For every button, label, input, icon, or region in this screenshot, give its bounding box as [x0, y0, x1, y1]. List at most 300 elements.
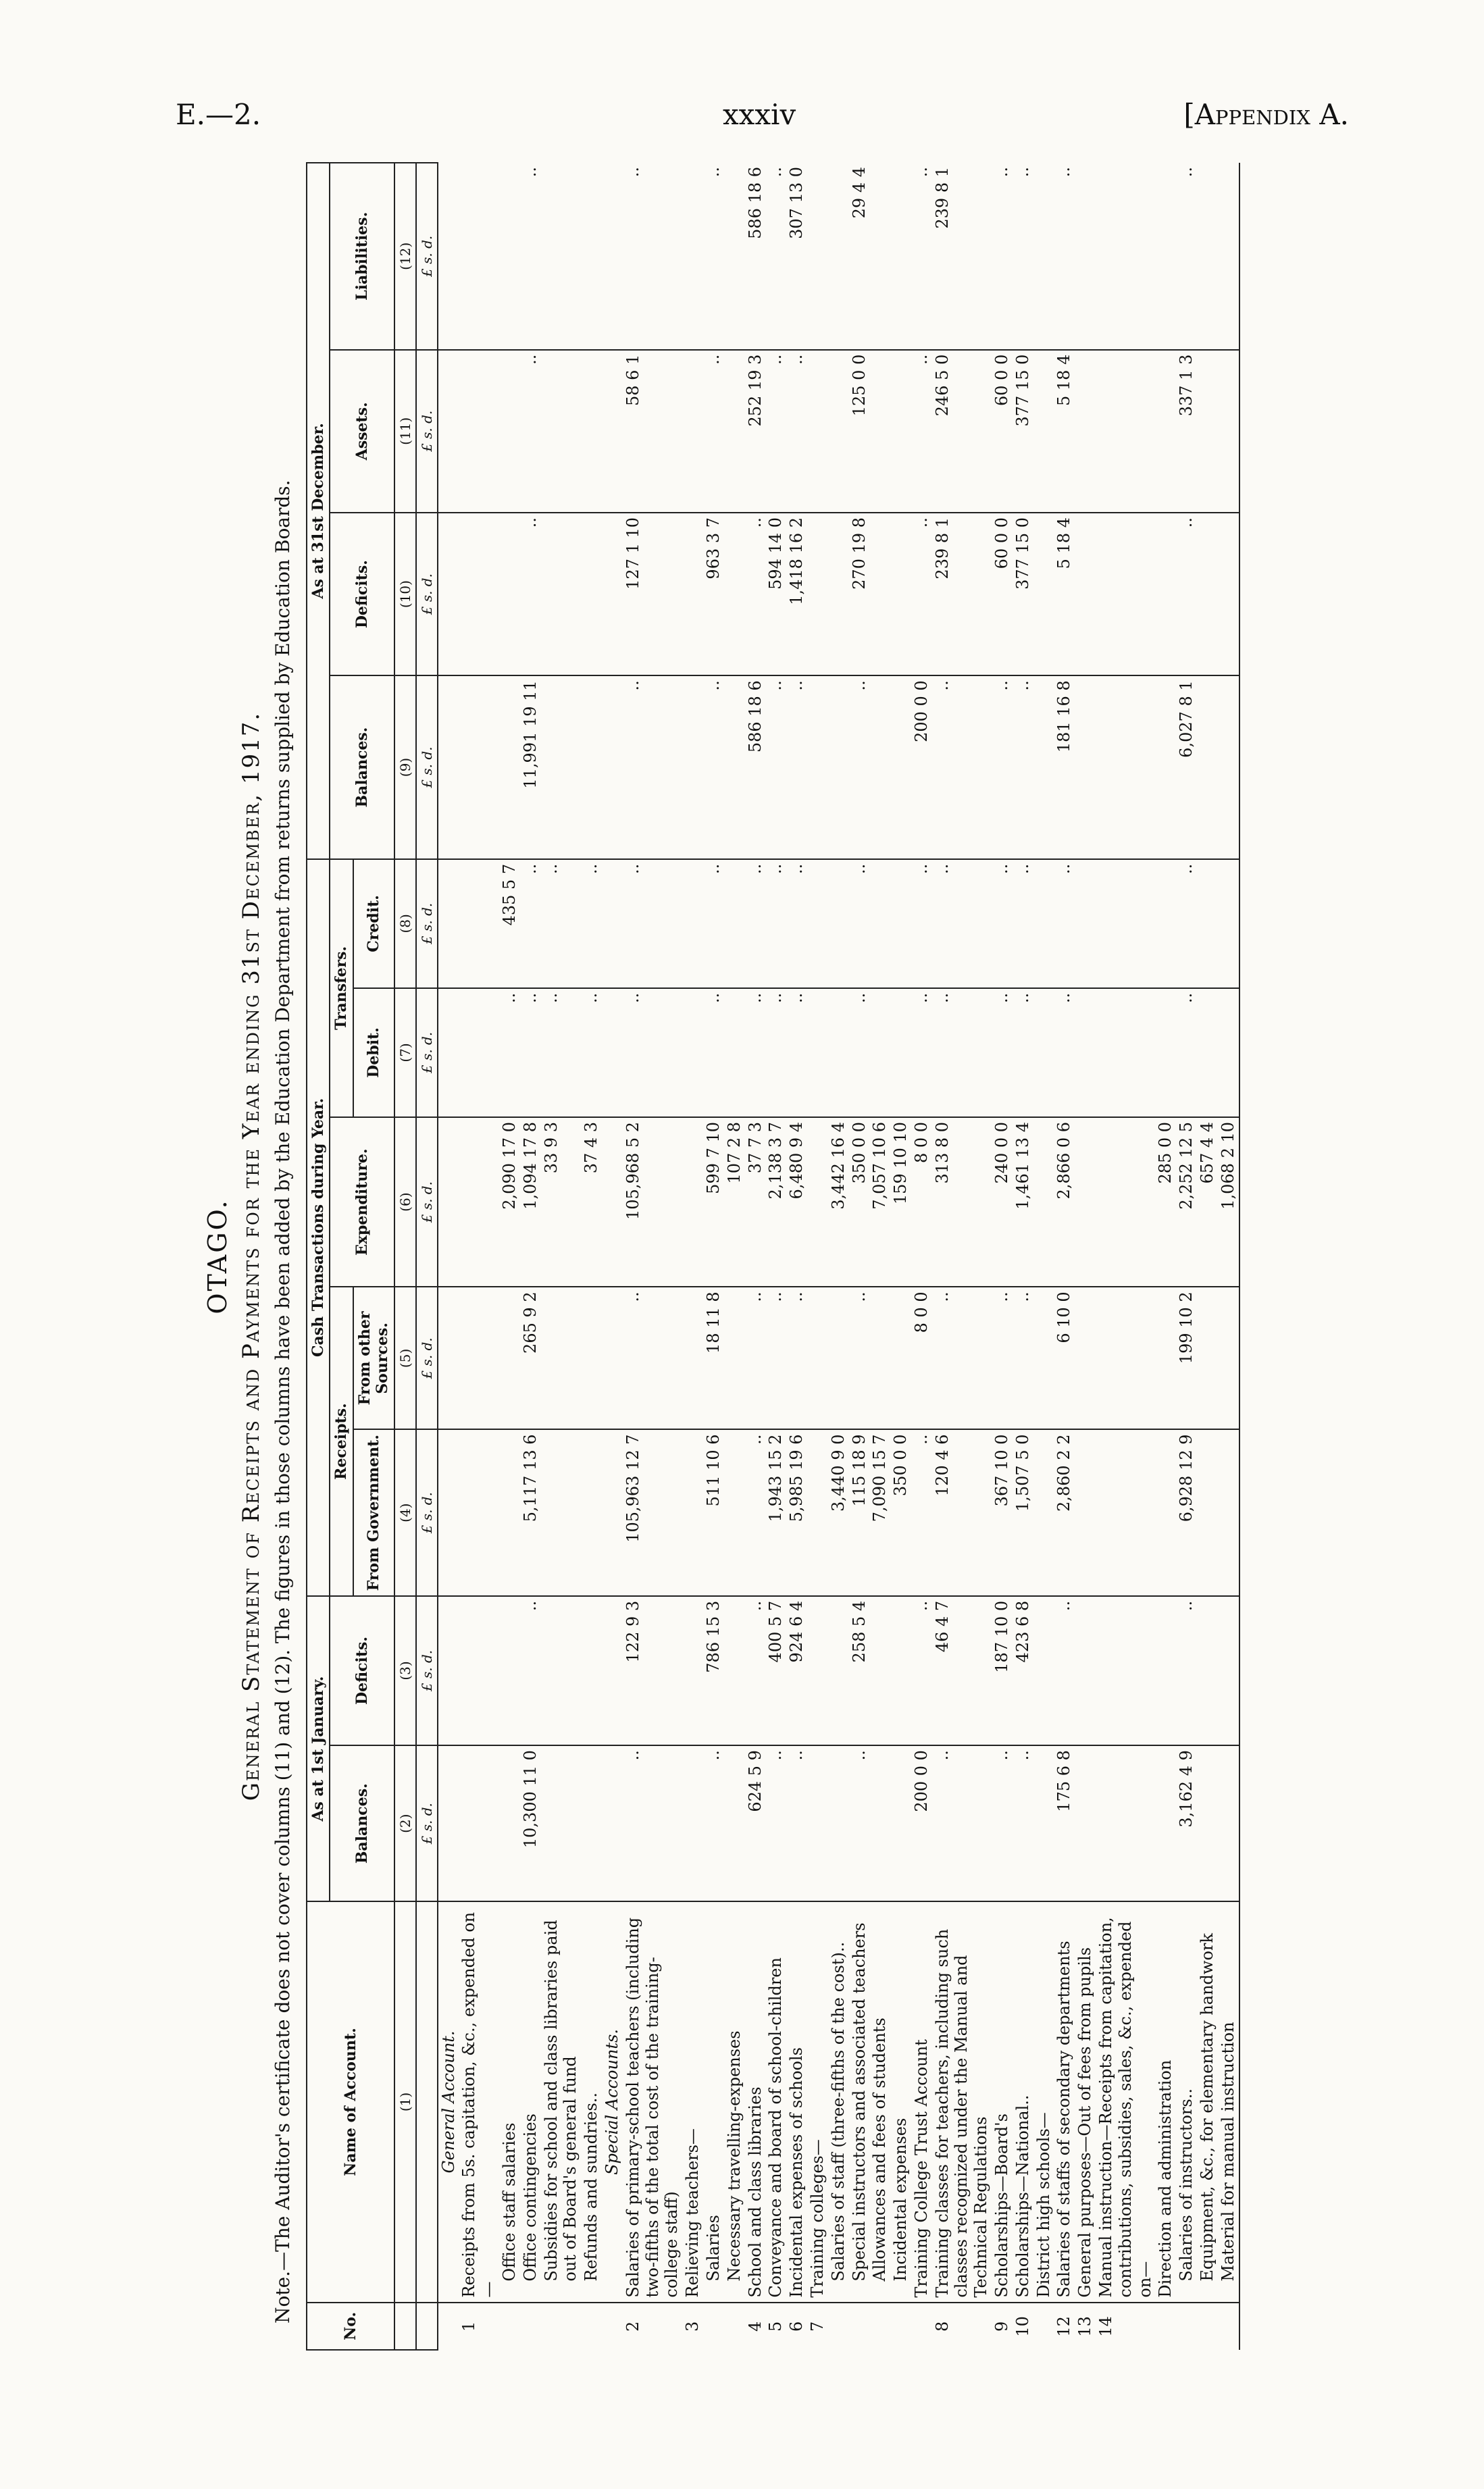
table-row	[992, 163, 1013, 2350]
row-number	[869, 2303, 890, 2350]
amount-cell-c3	[1033, 1596, 1054, 1745]
amount-cell-c6: 350 0 0	[849, 1117, 870, 1287]
table-row	[499, 163, 520, 2350]
amount-cell-c3: 924 6 4	[786, 1596, 807, 1745]
row-number	[1033, 2303, 1054, 2350]
account-name: Manual instruction—Receipts from capitation, contributions, subsidies, sales, &c., expended on—	[1096, 1901, 1155, 2302]
amount-cell-c10: 239 8 1	[932, 513, 992, 675]
col-deficits-dec-header: Deficits.	[330, 513, 394, 675]
amount-cell-c12: ..	[1054, 163, 1075, 350]
amount-cell-c4: ..	[911, 1429, 932, 1595]
table-row	[1054, 163, 1075, 2350]
units-cell: £ s. d.	[416, 675, 438, 859]
row-number	[1218, 2303, 1239, 2350]
amount-cell-c10	[890, 513, 911, 675]
table-row	[1197, 163, 1218, 2350]
amount-cell-c3	[1155, 1596, 1176, 1745]
amount-cell-c3	[807, 1596, 828, 1745]
units-cell: £ s. d.	[416, 988, 438, 1117]
col-number	[394, 2303, 416, 2350]
amount-cell-c8	[890, 859, 911, 988]
amount-cell-c4: 1,507 5 0	[1013, 1429, 1033, 1595]
amount-cell-c12: 239 8 1	[932, 163, 992, 350]
amount-cell-c12	[1197, 163, 1218, 350]
col-from-other-header: From other Sources.	[353, 1287, 394, 1429]
amount-cell-c3	[581, 1596, 602, 1745]
units-cell: £ s. d.	[416, 350, 438, 513]
province-title: OTAGO.	[203, 1198, 232, 1314]
amount-cell-c9	[1155, 675, 1176, 859]
table-row	[520, 163, 541, 2350]
amount-cell-c3: 187 10 0	[992, 1596, 1013, 1745]
amount-cell-c8	[1096, 859, 1155, 988]
amount-cell-c4	[682, 1429, 703, 1595]
amount-cell-c8: ..	[765, 859, 786, 988]
table-row	[890, 163, 911, 2350]
col-number: (8)	[394, 859, 416, 988]
row-number	[890, 2303, 911, 2350]
table-row	[932, 163, 992, 2350]
amount-cell-c11: 246 5 0	[932, 350, 992, 513]
units-cell	[416, 2303, 438, 2350]
amount-cell-c6	[1033, 1117, 1054, 1287]
amount-cell-c6: 107 2 8	[724, 1117, 745, 1287]
amount-cell-c3	[499, 1596, 520, 1745]
table-row	[1218, 163, 1239, 2350]
amount-cell-c6: 2,252 12 5	[1176, 1117, 1197, 1287]
amount-cell-c2	[869, 1745, 890, 1901]
amount-cell-c9	[459, 675, 499, 859]
row-number: 6	[787, 2321, 807, 2332]
account-name: Training classes for teachers, including such classes recognized under the Manual and Technical Regulations	[932, 1901, 992, 2302]
amount-cell-c5	[438, 1287, 459, 1429]
amount-cell-c4: 6,928 12 9	[1176, 1429, 1197, 1595]
header-page-number: xxxiv	[723, 98, 796, 131]
amount-cell-c4	[724, 1429, 745, 1595]
amount-cell-c5	[807, 1287, 828, 1429]
amount-cell-c12: 29 4 4	[849, 163, 870, 350]
row-number: 3	[683, 2321, 702, 2332]
account-name: Receipts from 5s. capitation, &c., expended on—	[459, 1901, 499, 2302]
amount-cell-c4: 5,117 13 6	[520, 1429, 541, 1595]
table-row	[623, 163, 682, 2350]
amount-cell-c3: 46 4 7	[932, 1596, 992, 1745]
amount-cell-c5	[499, 1287, 520, 1429]
col-assets-header: Assets.	[330, 350, 394, 513]
amount-cell-c6: 2,090 17 0	[499, 1117, 520, 1287]
amount-cell-c8: ..	[520, 859, 541, 988]
amount-cell-c5: 265 9 2	[520, 1287, 541, 1429]
amount-cell-c11	[1033, 350, 1054, 513]
amount-cell-c11	[828, 350, 849, 513]
account-name: Allowances and fees of students	[869, 1901, 890, 2302]
amount-cell-c9	[541, 675, 582, 859]
amount-cell-c9	[869, 675, 890, 859]
col-number: (2)	[394, 1745, 416, 1901]
amount-cell-c10	[869, 513, 890, 675]
account-name: Material for manual instruction	[1218, 1901, 1239, 2302]
amount-cell-c10	[1197, 513, 1218, 675]
col-number: (9)	[394, 675, 416, 859]
amount-cell-c7: ..	[1013, 988, 1033, 1117]
amount-cell-c11: 5 18 4	[1054, 350, 1075, 513]
amount-cell-c9	[1096, 675, 1155, 859]
amount-cell-c11	[1218, 350, 1239, 513]
group-jan-header: As at 1st January.	[307, 1596, 330, 1902]
amount-cell-c5: ..	[745, 1287, 766, 1429]
col-credit-header: Credit.	[353, 859, 394, 988]
account-name: Relieving teachers—	[682, 1901, 703, 2302]
amount-cell-c2	[1075, 1745, 1096, 1901]
amount-cell-c2: 624 5 9	[745, 1745, 766, 1901]
amount-cell-c9	[890, 675, 911, 859]
account-name: General Account.	[438, 1901, 459, 2302]
amount-cell-c3: ..	[1176, 1596, 1197, 1745]
amount-cell-c6	[1075, 1117, 1096, 1287]
amount-cell-c11	[890, 350, 911, 513]
amount-cell-c9	[602, 675, 623, 859]
amount-cell-c10: 1,418 16 2	[786, 513, 807, 675]
account-name: Direction and administration	[1155, 1901, 1176, 2302]
amount-cell-c9	[438, 675, 459, 859]
amount-cell-c2	[1197, 1745, 1218, 1901]
amount-cell-c11: 60 0 0	[992, 350, 1013, 513]
amount-cell-c3	[1218, 1596, 1239, 1745]
amount-cell-c6: 37 4 3	[581, 1117, 602, 1287]
account-name: Office contingencies	[520, 1901, 541, 2302]
amount-cell-c5	[602, 1287, 623, 1429]
amount-cell-c11: 58 6 1	[623, 350, 682, 513]
amount-cell-c10	[438, 513, 459, 675]
account-name: General purposes—Out of fees from pupils	[1075, 1901, 1096, 2302]
amount-cell-c7	[459, 988, 499, 1117]
amount-cell-c2: ..	[623, 1745, 682, 1901]
amount-cell-c4	[602, 1429, 623, 1595]
table-row	[438, 163, 459, 2350]
amount-cell-c7: ..	[1054, 988, 1075, 1117]
amount-cell-c4: 115 18 9	[849, 1429, 870, 1595]
table-row	[828, 163, 849, 2350]
amount-cell-c4: 350 0 0	[890, 1429, 911, 1595]
amount-cell-c8: ..	[786, 859, 807, 988]
amount-cell-c12: 307 13 0	[786, 163, 807, 350]
amount-cell-c10	[807, 513, 828, 675]
col-name-header: Name of Account.	[307, 1901, 394, 2302]
table-body	[438, 163, 1239, 2350]
amount-cell-c4	[1075, 1429, 1096, 1595]
row-number: 9	[992, 2321, 1012, 2332]
amount-cell-c7	[869, 988, 890, 1117]
amount-cell-c12	[438, 163, 459, 350]
amount-cell-c12: ..	[911, 163, 932, 350]
amount-cell-c10: ..	[745, 513, 766, 675]
amount-cell-c5	[459, 1287, 499, 1429]
table-row	[911, 163, 932, 2350]
amount-cell-c12	[869, 163, 890, 350]
amount-cell-c10	[1033, 513, 1054, 675]
col-number: (4)	[394, 1429, 416, 1595]
amount-cell-c10	[581, 513, 602, 675]
amount-cell-c5: ..	[765, 1287, 786, 1429]
row-number	[724, 2303, 745, 2350]
amount-cell-c11	[1096, 350, 1155, 513]
table-row	[1155, 163, 1176, 2350]
table-row	[682, 163, 703, 2350]
amount-cell-c12: ..	[1013, 163, 1033, 350]
col-number: (3)	[394, 1596, 416, 1745]
account-name: Incidental expenses of schools	[786, 1901, 807, 2302]
amount-cell-c2: 200 0 0	[911, 1745, 932, 1901]
amount-cell-c12	[1218, 163, 1239, 350]
amount-cell-c9	[1033, 675, 1054, 859]
amount-cell-c10	[1096, 513, 1155, 675]
account-name: Special Accounts.	[602, 1901, 623, 2302]
amount-cell-c2	[1155, 1745, 1176, 1901]
amount-cell-c10	[682, 513, 703, 675]
amount-cell-c10: ..	[520, 513, 541, 675]
amount-cell-c6: 1,068 2 10	[1218, 1117, 1239, 1287]
account-name: Special instructors and associated teachers	[849, 1901, 870, 2302]
amount-cell-c9	[1075, 675, 1096, 859]
amount-cell-c2	[438, 1745, 459, 1901]
row-number	[541, 2303, 582, 2350]
amount-cell-c3: 400 5 7	[765, 1596, 786, 1745]
amount-cell-c7	[682, 988, 703, 1117]
row-number: 1	[459, 2321, 479, 2332]
amount-cell-c8	[807, 859, 828, 988]
row-number	[1197, 2303, 1218, 2350]
row-number	[1155, 2303, 1176, 2350]
amount-cell-c11	[869, 350, 890, 513]
row-number: 13	[1075, 2316, 1095, 2337]
row-number	[1176, 2303, 1197, 2350]
amount-cell-c3: 258 5 4	[849, 1596, 870, 1745]
amount-cell-c3	[459, 1596, 499, 1745]
amount-cell-c10	[602, 513, 623, 675]
amount-cell-c5	[541, 1287, 582, 1429]
amount-cell-c2	[890, 1745, 911, 1901]
amount-cell-c12	[1096, 163, 1155, 350]
amount-cell-c7: ..	[520, 988, 541, 1117]
group-receipts-header: Receipts.	[330, 1287, 353, 1596]
col-number: (5)	[394, 1287, 416, 1429]
amount-cell-c3	[1075, 1596, 1096, 1745]
amount-cell-c10: ..	[911, 513, 932, 675]
amount-cell-c5	[724, 1287, 745, 1429]
amount-cell-c2	[1218, 1745, 1239, 1901]
amount-cell-c8	[682, 859, 703, 988]
amount-cell-c7	[438, 988, 459, 1117]
rotated-statement	[203, 162, 1385, 2351]
row-number	[581, 2303, 602, 2350]
amount-cell-c9: ..	[703, 675, 724, 859]
amount-cell-c7	[1197, 988, 1218, 1117]
amount-cell-c3	[1197, 1596, 1218, 1745]
amount-cell-c4	[581, 1429, 602, 1595]
amount-cell-c3	[541, 1596, 582, 1745]
amount-cell-c7: ..	[992, 988, 1013, 1117]
col-number: (12)	[394, 163, 416, 350]
col-number: (11)	[394, 350, 416, 513]
amount-cell-c9: 11,991 19 11	[520, 675, 541, 859]
amount-cell-c3: ..	[745, 1596, 766, 1745]
amount-cell-c11	[459, 350, 499, 513]
col-no-header: No.	[307, 2303, 394, 2350]
amount-cell-c6: 2,138 3 7	[765, 1117, 786, 1287]
amount-cell-c12: ..	[765, 163, 786, 350]
row-number: 2	[623, 2321, 642, 2332]
table-row	[869, 163, 890, 2350]
amount-cell-c2: ..	[992, 1745, 1013, 1901]
amount-cell-c11: 337 1 3	[1176, 350, 1197, 513]
amount-cell-c6: 7,057 10 6	[869, 1117, 890, 1287]
amount-cell-c11: 252 19 3	[745, 350, 766, 513]
amount-cell-c2	[1033, 1745, 1054, 1901]
amount-cell-c11	[682, 350, 703, 513]
amount-cell-c8: ..	[541, 859, 582, 988]
amount-cell-c3: 786 15 3	[703, 1596, 724, 1745]
amount-cell-c8	[828, 859, 849, 988]
amount-cell-c5	[1096, 1287, 1155, 1429]
amount-cell-c11: ..	[520, 350, 541, 513]
units-cell: £ s. d.	[416, 1287, 438, 1429]
amount-cell-c11	[1155, 350, 1176, 513]
amount-cell-c4	[438, 1429, 459, 1595]
amount-cell-c8: ..	[932, 859, 992, 988]
table-row	[1075, 163, 1096, 2350]
amount-cell-c11: ..	[911, 350, 932, 513]
amount-cell-c8	[1075, 859, 1096, 988]
table-row	[724, 163, 745, 2350]
amount-cell-c2: ..	[849, 1745, 870, 1901]
amount-cell-c9: ..	[992, 675, 1013, 859]
amount-cell-c8: ..	[703, 859, 724, 988]
table-row	[459, 163, 499, 2350]
account-name: Necessary travelling-expenses	[724, 1901, 745, 2302]
amount-cell-c2	[828, 1745, 849, 1901]
header-page-code: E.—2.	[176, 98, 261, 131]
amount-cell-c9	[1218, 675, 1239, 859]
amount-cell-c2	[459, 1745, 499, 1901]
row-number	[849, 2303, 870, 2350]
accounts-table	[306, 162, 1240, 2351]
amount-cell-c12: ..	[520, 163, 541, 350]
amount-cell-c4	[459, 1429, 499, 1595]
col-balances-dec-header: Balances.	[330, 675, 394, 859]
amount-cell-c7	[807, 988, 828, 1117]
amount-cell-c11	[541, 350, 582, 513]
amount-cell-c6: 1,094 17 8	[520, 1117, 541, 1287]
amount-cell-c8: ..	[1054, 859, 1075, 988]
units-cell: £ s. d.	[416, 1117, 438, 1287]
table-row	[765, 163, 786, 2350]
amount-cell-c4: 105,963 12 7	[623, 1429, 682, 1595]
amount-cell-c7	[828, 988, 849, 1117]
amount-cell-c12: ..	[623, 163, 682, 350]
group-transfers-header: Transfers.	[330, 859, 353, 1117]
amount-cell-c6: 33 9 3	[541, 1117, 582, 1287]
amount-cell-c9: ..	[623, 675, 682, 859]
amount-cell-c3	[890, 1596, 911, 1745]
amount-cell-c12	[724, 163, 745, 350]
amount-cell-c2	[724, 1745, 745, 1901]
amount-cell-c11	[724, 350, 745, 513]
amount-cell-c11: ..	[786, 350, 807, 513]
row-number: 8	[932, 2321, 952, 2332]
amount-cell-c4: 1,943 15 2	[765, 1429, 786, 1595]
header-appendix: [Appendix A.	[1183, 98, 1349, 131]
group-cash-header: Cash Transactions during Year.	[307, 859, 330, 1596]
amount-cell-c10: 60 0 0	[992, 513, 1013, 675]
amount-cell-c10: 5 18 4	[1054, 513, 1075, 675]
amount-cell-c12: ..	[992, 163, 1013, 350]
amount-cell-c4	[499, 1429, 520, 1595]
amount-cell-c9: 6,027 8 1	[1176, 675, 1197, 859]
row-number: 5	[766, 2321, 786, 2332]
amount-cell-c10: 127 1 10	[623, 513, 682, 675]
amount-cell-c7: ..	[849, 988, 870, 1117]
statement-title: General Statement of Receipts and Payments for the Year ending 31st December, 1917.	[238, 711, 265, 1801]
account-name: Salaries of instructors..	[1176, 1901, 1197, 2302]
account-name: Salaries	[703, 1901, 724, 2302]
col-expenditure-header: Expenditure.	[330, 1117, 394, 1287]
amount-cell-c5: ..	[786, 1287, 807, 1429]
amount-cell-c2	[1096, 1745, 1155, 1901]
amount-cell-c7	[1033, 988, 1054, 1117]
amount-cell-c11	[1075, 350, 1096, 513]
amount-cell-c2: ..	[703, 1745, 724, 1901]
amount-cell-c2	[602, 1745, 623, 1901]
amount-cell-c7: ..	[541, 988, 582, 1117]
amount-cell-c4	[1197, 1429, 1218, 1595]
units-cell: £ s. d.	[416, 1429, 438, 1595]
amount-cell-c12	[807, 163, 828, 350]
table-row	[703, 163, 724, 2350]
amount-cell-c4: 3,440 9 0	[828, 1429, 849, 1595]
amount-cell-c3	[438, 1596, 459, 1745]
amount-cell-c8: 435 5 7	[499, 859, 520, 988]
table-row	[1176, 163, 1197, 2350]
amount-cell-c10: ..	[1176, 513, 1197, 675]
amount-cell-c9: ..	[786, 675, 807, 859]
amount-cell-c12	[581, 163, 602, 350]
amount-cell-c12	[828, 163, 849, 350]
amount-cell-c4	[1033, 1429, 1054, 1595]
table-row	[1096, 163, 1155, 2350]
amount-cell-c5: ..	[1013, 1287, 1033, 1429]
amount-cell-c11	[807, 350, 828, 513]
col-balances-jan-header: Balances.	[330, 1745, 394, 1901]
amount-cell-c11	[438, 350, 459, 513]
amount-cell-c7: ..	[623, 988, 682, 1117]
units-cell: £ s. d.	[416, 859, 438, 988]
amount-cell-c12	[890, 163, 911, 350]
amount-cell-c4	[1096, 1429, 1155, 1595]
amount-cell-c3	[602, 1596, 623, 1745]
amount-cell-c7	[724, 988, 745, 1117]
amount-cell-c7: ..	[786, 988, 807, 1117]
amount-cell-c6: 657 4 4	[1197, 1117, 1218, 1287]
amount-cell-c6: 105,968 5 2	[623, 1117, 682, 1287]
amount-cell-c12	[682, 163, 703, 350]
amount-cell-c6: 6,480 9 4	[786, 1117, 807, 1287]
amount-cell-c4: 2,860 2 2	[1054, 1429, 1075, 1595]
account-name: District high schools—	[1033, 1901, 1054, 2302]
amount-cell-c6	[602, 1117, 623, 1287]
amount-cell-c4	[1218, 1429, 1239, 1595]
amount-cell-c9	[724, 675, 745, 859]
col-from-government-header: From Government.	[353, 1429, 394, 1595]
